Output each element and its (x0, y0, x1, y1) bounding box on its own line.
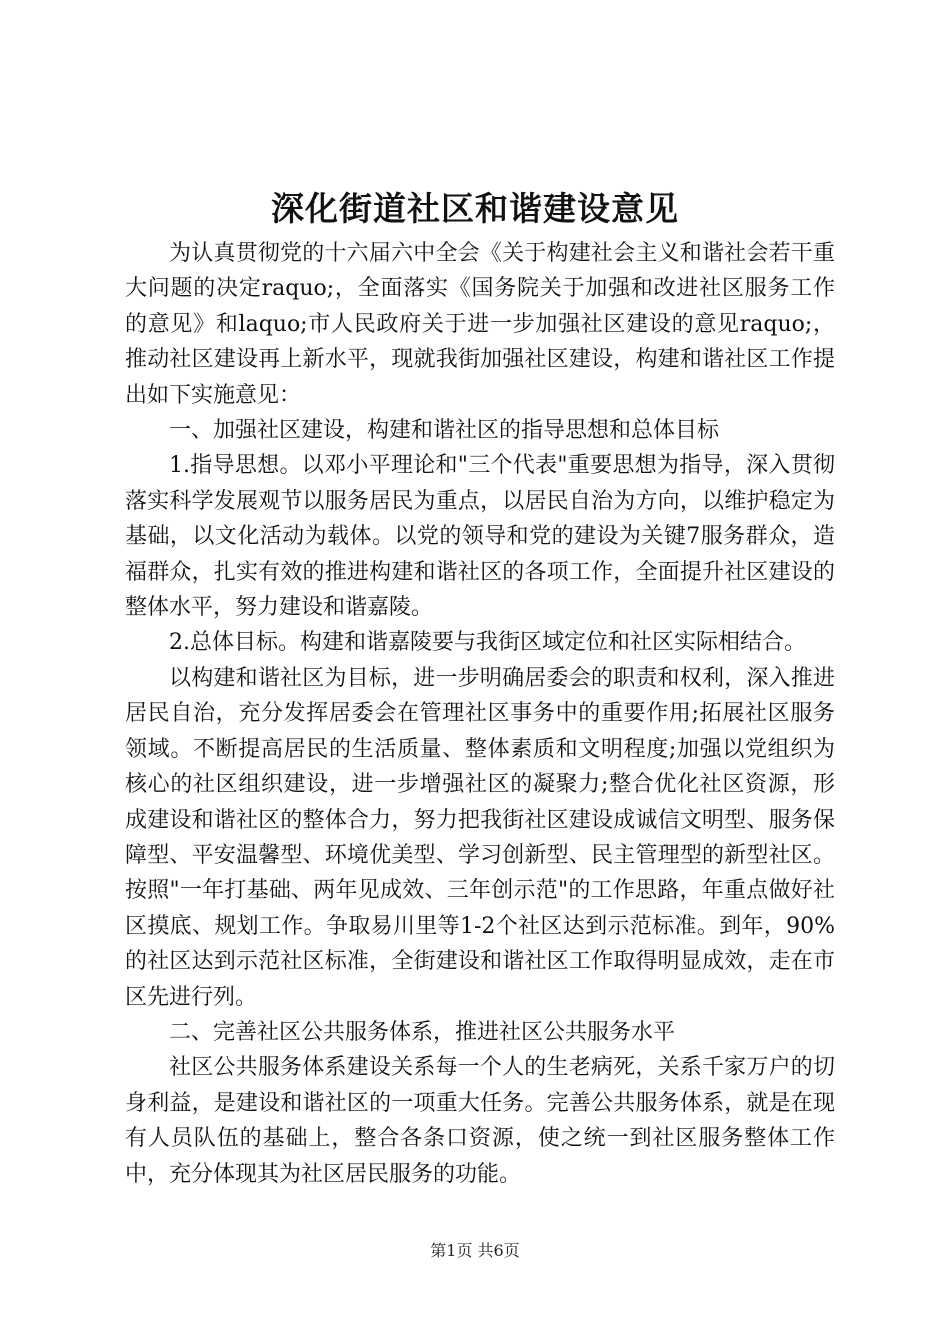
paragraph-guiding-thought: 1.指导思想。以邓小平理论和"三个代表"重要思想为指导，深入贯彻落实科学发展观节以服务居民为重点，以居民自治为方向，以维护稳定为基础，以文化活动为载体。以党的领导和党的建设为关键7服务群众，造福群众，扎实有效的推进构建和谐社区的各项工作，全面提升社区建设的整体水平，努力建设和谐嘉陵。 (125, 453, 835, 621)
section-heading-1: 一、加强社区建设，构建和谐社区的指导思想和总体目标 (169, 418, 720, 444)
document-title: 深化街道社区和谐建设意见 (271, 189, 679, 228)
paragraph-goal-details: 以构建和谐社区为目标，进一步明确居委会的职责和权利，深入推进居民自治，充分发挥居委会在管理社区事务中的重要作用;拓展社区服务领域。不断提高居民的生活质量、整体素质和文明程度;加强以党组织为核心的社区组织建设，进一步增强社区的凝聚力;整合优化社区资源，形成建设和谐社区的整体合力，努力把我街社区建设成诚信文明型、服务保障型、平安温馨型、环境优美型、学习创新型、民主管理型的新型社区。按照"一年打基础、两年见成效、三年创示范"的工作思路，年重点做好社区摸底、规划工作。争取易川里等1-2个社区达到示范标准。到年，90%的社区达到示范社区标准，全街建设和谐社区工作取得明显成效，走在市区先进行列。 (125, 665, 835, 1010)
section-heading-2: 二、完善社区公共服务体系，推进社区公共服务水平 (169, 1019, 676, 1045)
paragraph-intro: 为认真贯彻党的十六届六中全会《关于构建社会主义和谐社会若干重大问题的决定raquo;，全面落实《国务院关于加强和改进社区服务工作的意见》和laquo;市人民政府关于进一步加强社区建设的意见raquo;，推动社区建设再上新水平，现就我街加强社区建设，构建和谐社区工作提出如下实施意见： (125, 241, 835, 408)
paragraph-overall-goal: 2.总体目标。构建和谐嘉陵要与我街区域定位和社区实际相结合。 (169, 630, 806, 656)
document-body (125, 236, 835, 1192)
paragraph-public-service: 社区公共服务体系建设关系每一个人的生老病死，关系千家万户的切身利益，是建设和谐社区的一项重大任务。完善公共服务体系，就是在现有人员队伍的基础上，整合各条口资源，使之统一到社区服务整体工作中，充分体现其为社区居民服务的功能。 (125, 1055, 835, 1187)
page-number-footer: 第1页 共6页 (430, 1241, 520, 1260)
